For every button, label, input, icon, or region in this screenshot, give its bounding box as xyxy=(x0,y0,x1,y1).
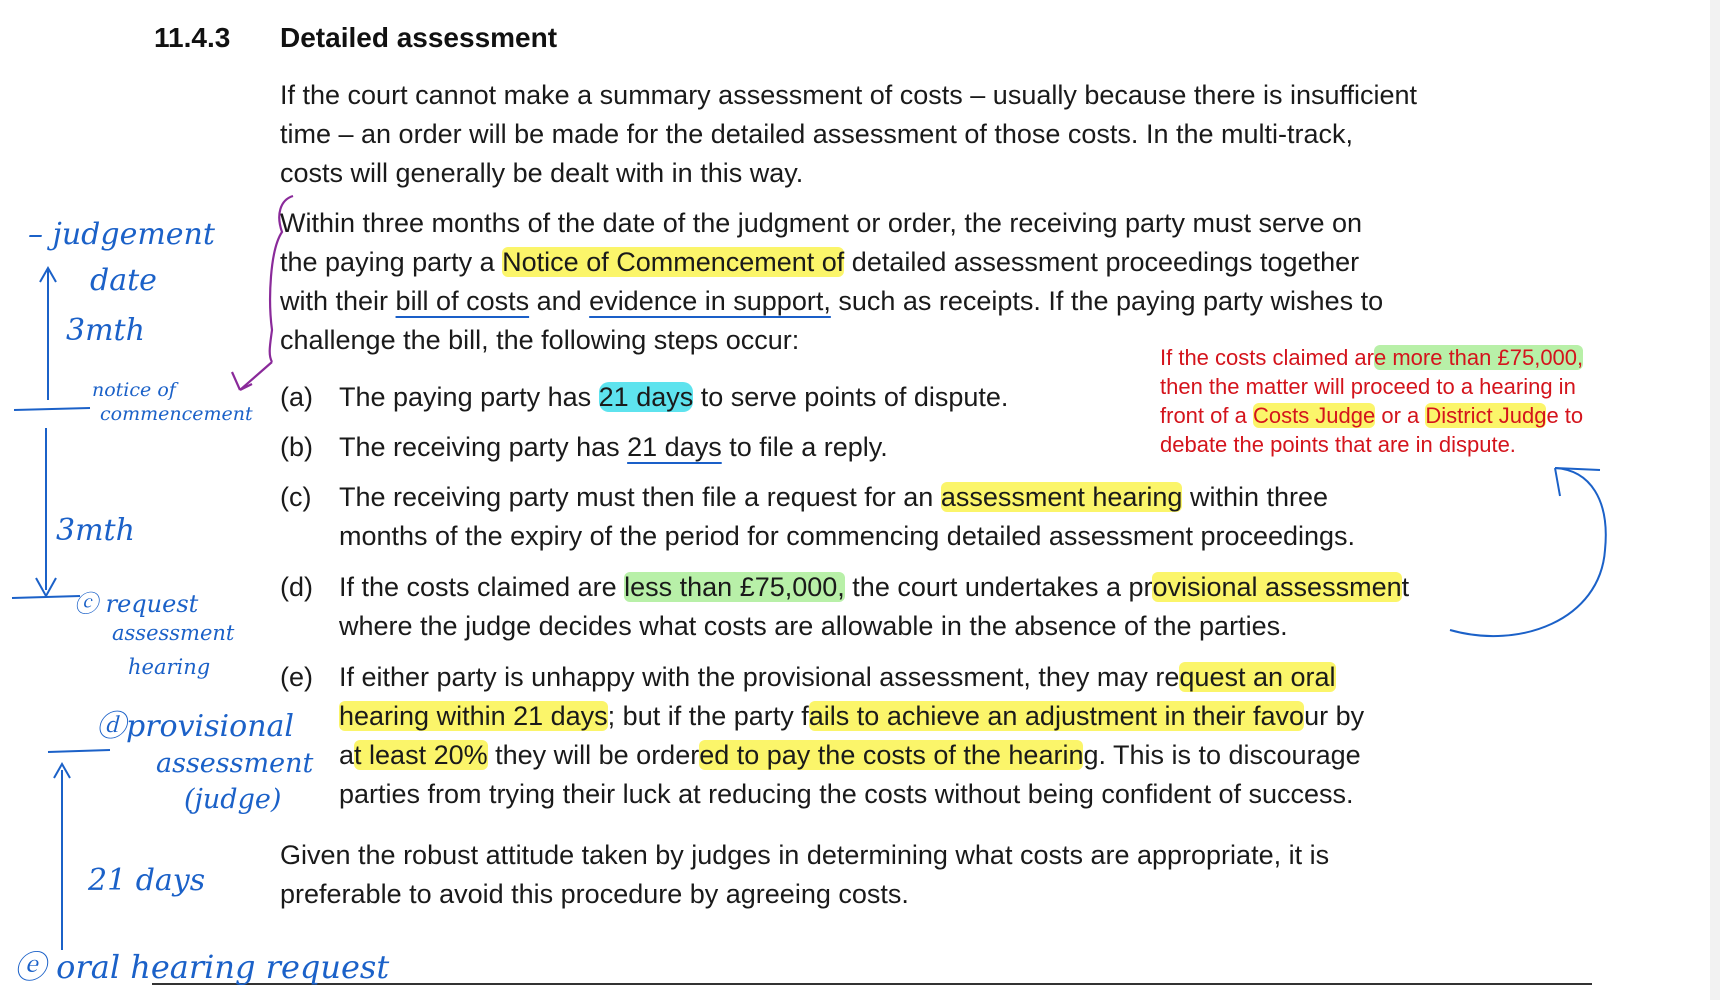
text-line: parties from trying their luck at reducing the costs without being confident of success. xyxy=(339,779,1354,809)
list-text xyxy=(339,478,1355,556)
curved-arrow xyxy=(1450,468,1606,636)
text-line: costs will generally be dealt with in this way. xyxy=(280,158,804,188)
timeline-arrow xyxy=(54,764,70,778)
text-line: where the judge decides what costs are allowable in the absence of the parties. xyxy=(339,611,1288,641)
hw-request-2: assessment xyxy=(112,621,235,645)
text-run: If either party is unhappy with the provisional assessment, they may re xyxy=(339,662,1180,692)
text-line: challenge the bill, the following steps occur: xyxy=(280,325,800,355)
text-run: The receiving party must then file a request for an xyxy=(339,482,941,512)
footer-rule xyxy=(152,983,1592,985)
hw-prov-2: assessment xyxy=(156,748,314,779)
text-line xyxy=(280,243,1620,282)
text-line xyxy=(339,478,1355,517)
highlight-fails-adjustment: ails to achieve an adjustment in their favo xyxy=(808,701,1305,731)
text-run: such as receipts. If the paying party wishes to xyxy=(830,286,1384,316)
paragraph-intro xyxy=(280,76,1620,193)
text-run: ur by xyxy=(1304,701,1365,731)
list-label: (b) xyxy=(280,432,313,462)
text-line: months of the expiry of the period for commencing detailed assessment proceedings. xyxy=(339,521,1356,551)
text-run: they will be order xyxy=(487,740,700,770)
highlight-pay-costs-hearing: ed to pay the costs of the hearin xyxy=(699,740,1084,770)
hw-judgement: – judgement xyxy=(28,217,215,252)
highlight-assessment-hearing: assessment hearing xyxy=(940,482,1183,512)
underline-bill-of-costs: bill of costs xyxy=(395,286,530,316)
text-run: to serve points of dispute. xyxy=(693,382,1009,412)
hw-3mth-2: 3mth xyxy=(56,513,135,548)
list-label: (a) xyxy=(280,382,313,412)
hw-date: date xyxy=(90,263,157,298)
hw-request-1: ⓒ request xyxy=(74,590,199,618)
list-text xyxy=(339,428,888,467)
list-label: (c) xyxy=(280,482,312,512)
text-line: Given the robust attitude taken by judges in determining what costs are appropriate, it is xyxy=(280,840,1330,870)
text-line: preferable to avoid this procedure by agreeing costs. xyxy=(280,879,909,909)
paragraph-notice xyxy=(280,204,1620,360)
highlight-notice-of-commencement: Notice of Commencement of xyxy=(502,247,845,277)
underline-evidence-in-support: evidence in support, xyxy=(589,286,831,316)
text-run: to file a reply. xyxy=(721,432,888,462)
text-run: with their xyxy=(280,286,396,316)
list-label: (e) xyxy=(280,662,313,692)
timeline-arrow xyxy=(36,578,56,596)
purple-arrow xyxy=(232,362,272,390)
text-line xyxy=(339,658,1364,697)
hw-21-days: 21 days xyxy=(88,863,206,898)
text-run: If the costs claimed ar xyxy=(1160,345,1374,370)
hw-oral-request: ⓔ oral hearing request xyxy=(14,948,390,986)
highlight-hearing-21-days: hearing within 21 days xyxy=(339,701,608,731)
timeline-arrow xyxy=(40,268,56,282)
curved-arrow-head xyxy=(1555,468,1600,496)
list-text xyxy=(339,658,1364,814)
underline-21-days: 21 days xyxy=(627,432,722,462)
hw-3mth: 3mth xyxy=(66,313,145,348)
text-run: a xyxy=(339,740,355,770)
text-run: The receiving party has xyxy=(339,432,628,462)
highlight-request-oral: quest an oral xyxy=(1179,662,1336,692)
text-line: time – an order will be made for the detailed assessment of those costs. In the multi-track, xyxy=(280,119,1353,149)
list-label: (d) xyxy=(280,572,313,602)
text-line xyxy=(339,568,1409,607)
text-line xyxy=(339,697,1364,736)
text-run: detailed assessment proceedings together xyxy=(844,247,1360,277)
text-line: If the court cannot make a summary assessment of costs – usually because there is insufficient xyxy=(280,80,1418,110)
section-title: Detailed assessment xyxy=(280,22,558,53)
text-run: front of a xyxy=(1160,403,1253,428)
hw-prov-3: (judge) xyxy=(184,784,282,815)
text-run: and xyxy=(529,286,590,316)
section-number: 11.4.3 xyxy=(154,22,231,53)
list-text xyxy=(339,568,1409,646)
note-line: debate the points that are in dispute. xyxy=(1160,432,1516,457)
text-run: t xyxy=(1401,572,1410,602)
highlight-less-than-75000: less than £75,000, xyxy=(624,572,845,602)
text-run: If the costs claimed are xyxy=(339,572,625,602)
highlight-21-days: 21 days xyxy=(598,382,694,412)
highlight-at-least-20: t least 20% xyxy=(354,740,488,770)
highlight-district-judge: District Judg xyxy=(1425,403,1547,428)
text-run: the paying party a xyxy=(280,247,503,277)
text-run: e to xyxy=(1546,403,1584,428)
text-run: within three xyxy=(1182,482,1329,512)
paragraph-conclusion xyxy=(280,836,1620,914)
hw-request-3: hearing xyxy=(128,655,211,679)
margin-note-red xyxy=(1160,343,1660,459)
text-run: The paying party has xyxy=(339,382,599,412)
note-line xyxy=(1160,343,1660,372)
note-line xyxy=(1160,401,1660,430)
text-line xyxy=(280,282,1620,321)
text-line: Within three months of the date of the judgment or order, the receiving party must serve on xyxy=(280,208,1363,238)
list-text xyxy=(339,378,1008,417)
text-run: ; but if the party f xyxy=(607,701,809,731)
highlight-provisional-assessment: ovisional assessmen xyxy=(1152,572,1402,602)
highlight-costs-judge: Costs Judge xyxy=(1252,403,1376,428)
text-run: g. This is to discourage xyxy=(1083,740,1361,770)
hw-notice-1: notice of xyxy=(92,379,176,401)
scrollbar-track[interactable] xyxy=(1710,0,1720,1000)
timeline-tick xyxy=(48,750,110,752)
hw-prov-1: ⓓprovisional xyxy=(96,709,295,744)
highlight-more-than-75000: e more than £75,000, xyxy=(1373,345,1584,370)
text-run: the court undertakes a pr xyxy=(844,572,1153,602)
timeline-tick xyxy=(14,408,90,410)
timeline-tick xyxy=(12,596,80,598)
note-line: then the matter will proceed to a hearing in xyxy=(1160,374,1576,399)
text-line xyxy=(339,736,1364,775)
text-run: or a xyxy=(1375,403,1426,428)
hw-notice-2: commencement xyxy=(100,403,253,425)
